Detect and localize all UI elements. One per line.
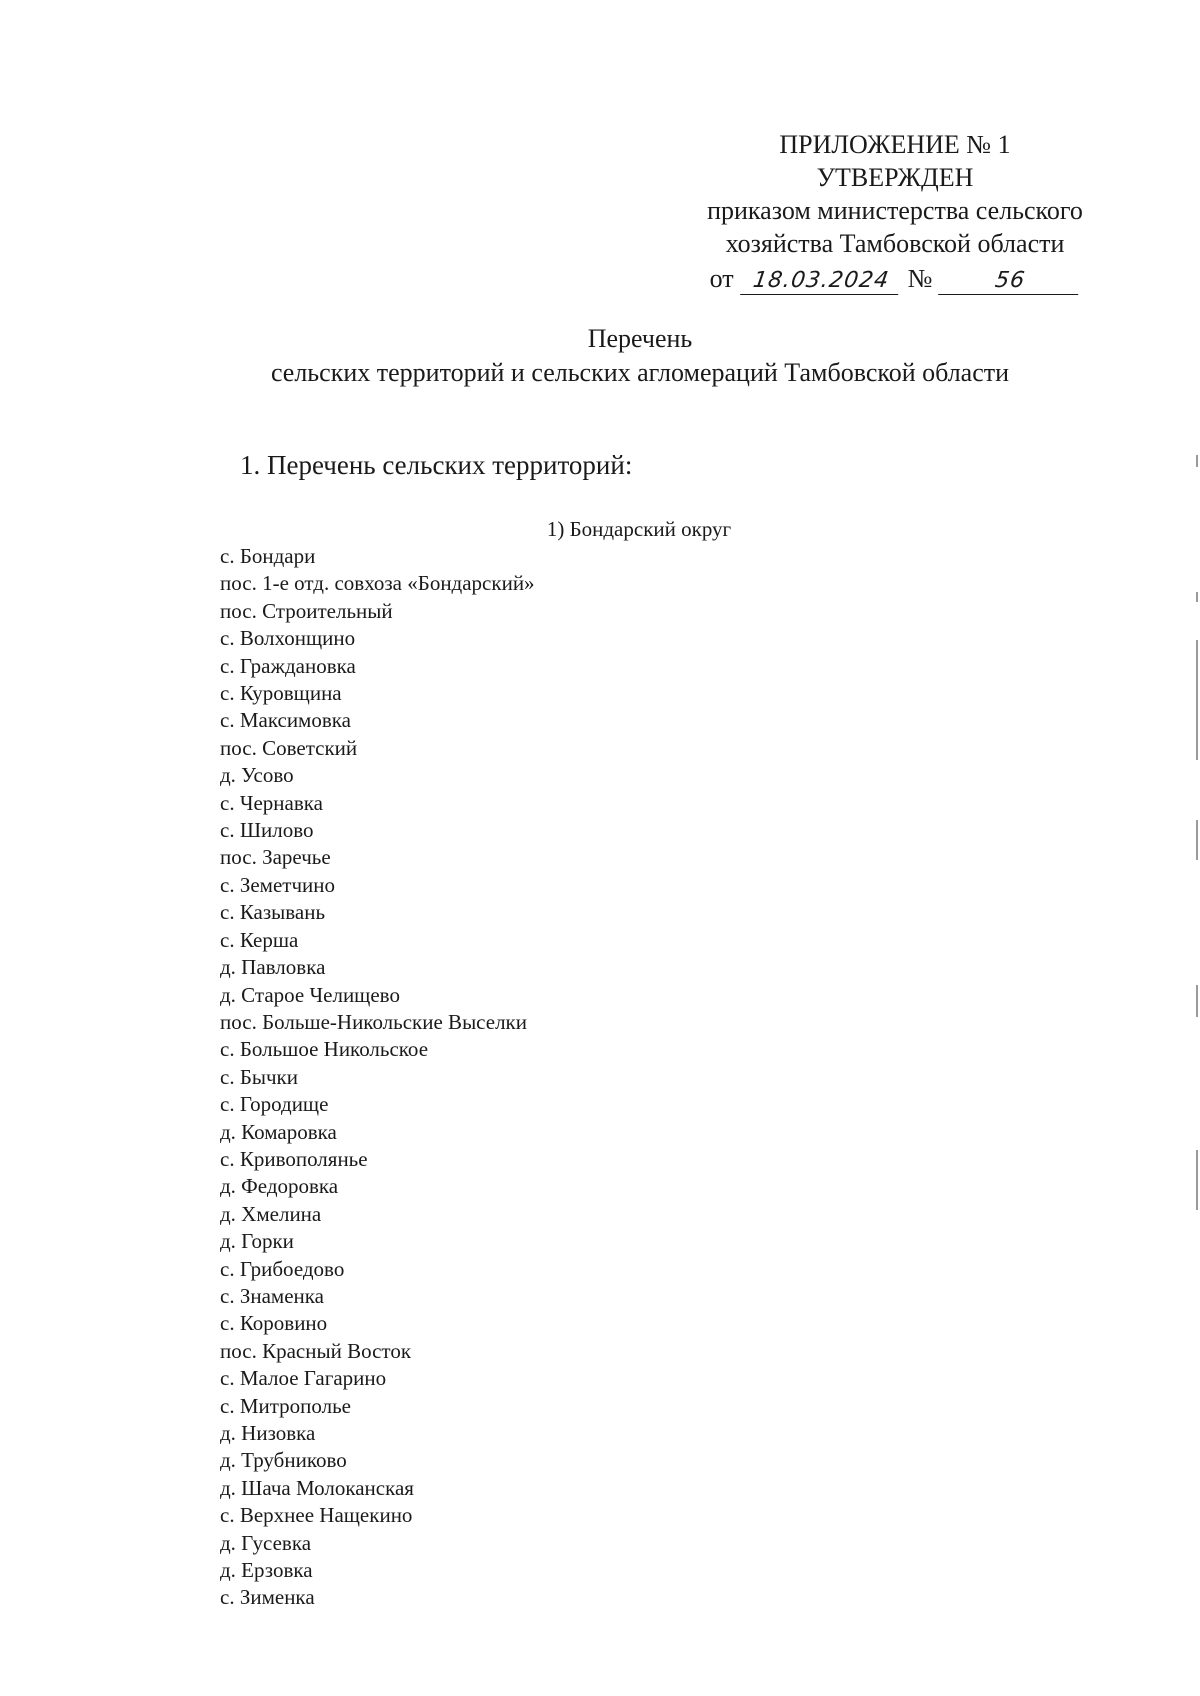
locality-item: д. Комаровка xyxy=(220,1119,337,1144)
locality-item: д. Низовка xyxy=(220,1421,316,1445)
locality-item: с. Зименка xyxy=(220,1585,315,1610)
locality-item: д. Усово xyxy=(220,763,294,788)
title-line-2: сельских территорий и сельских агломераций Тамбовской области xyxy=(270,358,1010,387)
handwritten-date: 18.03.2024 xyxy=(740,268,902,295)
locality-item: пос. 1-е отд. совхоза «Бондарский» xyxy=(220,571,535,596)
locality-item: с. Знаменка xyxy=(220,1283,324,1308)
locality-item: д. Шача Молоканская xyxy=(220,1475,414,1500)
locality-item: с. Чернавка xyxy=(220,790,323,815)
locality-item: д. Горки xyxy=(220,1229,294,1254)
locality-item: с. Грибоедово xyxy=(220,1256,345,1281)
document-title xyxy=(0,322,1200,390)
locality-item: д. Ерзовка xyxy=(220,1558,313,1583)
locality-item: пос. Советский xyxy=(220,735,358,760)
section-heading: 1. Перечень сельских территорий: xyxy=(240,450,633,480)
date-prefix: от xyxy=(709,264,734,293)
number-prefix: № xyxy=(907,264,933,293)
locality-item: с. Максимовка xyxy=(220,708,351,733)
locality-item: пос. Больше-Никольские Выселки xyxy=(220,1009,527,1034)
order-line-2: хозяйства Тамбовской области xyxy=(725,229,1065,258)
locality-item: с. Городище xyxy=(220,1092,329,1117)
locality-item: с. Малое Гагарино xyxy=(220,1366,387,1391)
scan-edge-mark xyxy=(1196,820,1198,860)
locality-item: с. Коровино xyxy=(220,1311,328,1336)
district-subheading: 1) Бондарский округ xyxy=(546,517,732,541)
locality-item: с. Куровщина xyxy=(220,681,342,706)
locality-item: с. Волхонщино xyxy=(220,626,356,651)
scan-edge-mark xyxy=(1196,455,1198,467)
locality-item: пос. Заречье xyxy=(220,845,331,870)
locality-item: с. Митрополье xyxy=(220,1393,352,1418)
locality-item: с. Кривополянье xyxy=(220,1146,368,1171)
locality-item: д. Павловка xyxy=(220,955,326,980)
locality-item: д. Гусевка xyxy=(220,1530,312,1555)
handwritten-number: 56 xyxy=(939,268,1083,295)
scan-edge-mark xyxy=(1196,592,1198,602)
approved-label: УТВЕРЖДЕН xyxy=(816,163,974,192)
scan-edge-mark xyxy=(1196,985,1198,1017)
locality-item: д. Старое Челищево xyxy=(220,982,400,1007)
locality-item: с. Казывань xyxy=(220,900,326,925)
locality-item: с. Земетчино xyxy=(220,872,335,897)
locality-item: с. Большое Никольское xyxy=(220,1037,429,1062)
locality-item: д. Федоровка xyxy=(220,1174,339,1199)
locality-item: с. Верхнее Нащекино xyxy=(220,1503,413,1528)
locality-item: с. Бондари xyxy=(220,544,316,568)
approval-block xyxy=(660,128,1130,295)
locality-item: д. Хмелина xyxy=(220,1201,322,1226)
locality-list xyxy=(220,543,535,1612)
appendix-label: ПРИЛОЖЕНИЕ № 1 xyxy=(779,130,1011,159)
order-line-1: приказом министерства сельского xyxy=(707,196,1083,225)
locality-item: пос. Красный Восток xyxy=(220,1338,412,1363)
locality-item: с. Шилово xyxy=(220,818,314,843)
locality-item: пос. Строительный xyxy=(220,598,393,623)
scan-edge-mark xyxy=(1196,1150,1198,1210)
locality-item: с. Граждановка xyxy=(220,653,356,678)
locality-item: д. Трубниково xyxy=(220,1448,347,1473)
date-number-row xyxy=(660,262,1130,295)
locality-item: с. Керша xyxy=(220,927,299,952)
scan-edge-mark xyxy=(1196,640,1198,760)
locality-item: с. Бычки xyxy=(220,1064,298,1089)
title-line-1: Перечень xyxy=(587,324,693,353)
